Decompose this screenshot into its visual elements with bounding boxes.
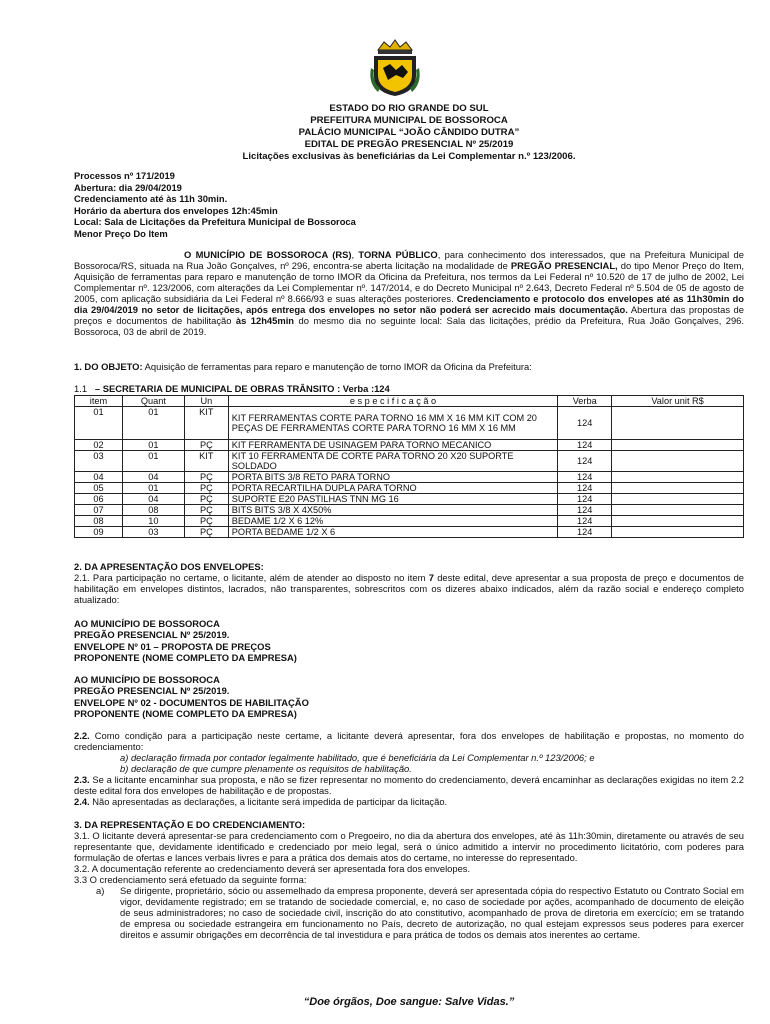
representacao-31: 3.1. O licitante deverá apresentar-se para credenciamento com o Pregoeiro, no dia da abertura dos envelopes, até às 11h:30min, diretamente ou através de seu representante que, devidamente identificado e credenciado por meio legal, será o único admitido a intervir no procedimento licitatório, com poderes para formulação de ofertas e lances verbais livres e para a prática dos demais atos do certame, no interesse do representado. [74,830,744,863]
items-table [74,395,744,538]
cell-item: 09 [75,527,123,538]
cell-quant: 10 [122,516,184,527]
cell-spec: KIT FERRAMENTAS CORTE PARA TORNO 16 MM X 16 MM KIT COM 20 PEÇAS DE FERRAMENTAS CORTE PARA TORNO 16 MM X 16 MM [228,407,557,440]
cell-valor [612,483,744,494]
header-verba: Verba [558,396,612,407]
location: Local: Sala de Licitações da Prefeitura Municipal de Bossoroca [74,216,356,227]
representacao-section [74,819,744,940]
env2-line-4: PROPONENTE (NOME COMPLETO DA EMPRESA) [74,707,297,719]
secretaria-number: 1.1 [74,383,88,394]
cell-un: PÇ [184,483,228,494]
apresentacao-text-2: deste edital, deve apresentar a sua proposta de preço e documentos de habilitação em envelopes distintos, lacrados, não transparentes, sobrescritos com os dizeres abaixo indicados, além da razão social e endereço completo atualizado: [74,572,744,605]
cell-item: 04 [75,472,123,483]
cond-24-number: 2.4. [74,796,90,807]
secretaria-line [74,383,744,394]
cell-quant: 01 [122,483,184,494]
cell-un: PÇ [184,527,228,538]
opening-date: Abertura: dia 29/04/2019 [74,181,182,193]
cell-un: PÇ [184,440,228,451]
edital-subtitle: Licitações exclusivas às beneficiárias da Lei Complementar n.º 123/2006. [242,151,576,162]
table-row [75,407,744,440]
env1-line-3: ENVELOPE Nº 01 – PROPOSTA DE PREÇOS [74,640,271,652]
cell-spec: PORTA BEDAME 1/2 X 6 [228,527,557,538]
intro-text-2: do tipo Menor Preço do Item, Aquisição de ferramentas para reparo e manutenção de torno IMOR da Oficina da Prefeitura, nos termos da Lei Federal nº 10.520 de 17 de julho de 2002, Lei Complementar nº. 123/2006, com alterações da Lei Complementar nº. 147/2014, e do Decreto Municipal nº 2.643, Decreto Federal nº 5.504 de 05 de agosto de 2005, com aplicação subsidiária da Lei Federal nº 8.666/93 e suas alterações posteriores. [74,260,745,304]
cell-verba: 124 [558,440,612,451]
intro-credenciamento: Credenciamento e protocolo dos envelopes até as 11h30min do dia 29/04/2019 no setor de licitações, após entrega dos envelopes no setor não poderá ser acrecido mais documentação. [74,293,744,315]
credential-deadline: Credenciamento até às 11h 30min. [74,193,228,204]
cell-valor [612,407,744,440]
cell-verba: 124 [558,472,612,483]
apresentacao-section [74,561,744,605]
intro-modalidade: PREGÃO PRESENCIAL, [510,260,618,271]
cell-un: PÇ [184,505,228,516]
intro-municipio: O MUNICÍPIO DE BOSSOROCA (RS) [184,249,352,260]
process-info [74,170,744,239]
prefecture-name: PREFEITURA MUNICIPAL DE BOSSOROCA [310,115,508,126]
cell-verba: 124 [558,494,612,505]
header-item: item [75,396,123,407]
cell-valor [612,527,744,538]
objeto-text: Aquisição de ferramentas para reparo e manutenção de torno IMOR da Oficina da Prefeitura: [142,361,532,372]
intro-hora: às 12h45min [235,315,295,326]
cell-spec: SUPORTE E20 PASTILHAS TNN MG 16 [228,494,557,505]
cond-22-number: 2.2. [74,730,90,741]
cond-item-b: b) declaração de que cumpre plenamente os requisitos de habilitação. [120,763,412,774]
table-row [75,451,744,472]
apresentacao-item: 7 [428,572,434,583]
criterion: Menor Preço Do Item [74,227,168,239]
document-header [74,103,744,163]
representacao-a-text: Se dirigente, proprietário, sócio ou assemelhado da empresa proponente, deverá ser apresentada cópia do respectivo Estatuto ou Contrato Social em vigor, devidamente registrado; em se tratando de sociedade comercial, e, no caso de sociedade por ações, acompanhado de documento de eleição de seus administradores; no caso de sociedade civil, inscrição do ato constitutivo, acompanhado de prova de diretoria em exercício; em se tratando de empresa ou sociedade estrangeira em funcionamento no País, decreto de autorização, no qual estejam expressos seus poderes para exercer direitos e assumir obrigações em decorrência de tal investidura e para prática de todos os demais atos inerentes ao certame. [120,885,744,940]
table-row [75,494,744,505]
cell-item: 03 [75,451,123,472]
header-quant: Quant [122,396,184,407]
cell-spec: PORTA RECARTILHA DUPLA PARA TORNO [228,483,557,494]
cell-quant: 01 [122,407,184,440]
cell-un: KIT [184,407,228,440]
intro-torna: TORNA PÚBLICO [358,249,438,260]
env2-line-1: AO MUNICÍPIO DE BOSSOROCA [74,674,220,685]
cell-valor [612,451,744,472]
intro-text-4: do mesmo dia no seguinte local: Sala das licitações, prédio da Prefeitura, Rua João Gonçalves, 296. Bossoroca, 03 de abril de 2019. [74,315,744,337]
apresentacao-text-1: 2.1. Para participação no certame, o licitante, além de atender ao disposto no item [74,572,429,583]
intro-text-3: Abertura das propostas de preços e documentos de habilitação [74,304,744,326]
cell-un: PÇ [184,472,228,483]
table-row [75,472,744,483]
objeto-label: 1. DO OBJETO: [74,361,143,372]
cell-valor [612,516,744,527]
cell-spec: KIT 10 FERRAMENTA DE CORTE PARA TORNO 20 X20 SUPORTE SOLDADO [228,451,557,472]
cell-spec: KIT FERRAMENTA DE USINAGEM PARA TORNO MECANICO [228,440,557,451]
cell-quant: 08 [122,505,184,516]
cell-quant: 01 [122,451,184,472]
opening-time: Horário da abertura dos envelopes 12h:45min [74,204,278,216]
cell-verba: 124 [558,505,612,516]
cond-23-number: 2.3. [74,774,90,785]
secretaria-text: – SECRETARIA DE MUNICIPAL DE OBRAS TRÂNSITO : Verba :124 [94,383,390,394]
process-number: Processos nº 171/2019 [74,170,175,181]
edital-title: EDITAL DE PREGÃO PRESENCIAL Nº 25/2019 [304,139,514,150]
apresentacao-title: 2. DA APRESENTAÇÃO DOS ENVELOPES: [74,561,264,572]
representacao-item-a [74,885,744,940]
cell-verba: 124 [558,407,612,440]
cell-valor [612,440,744,451]
cell-spec: BEDAME 1/2 X 6 12% [228,516,557,527]
envelope-2-block [74,674,744,719]
env2-line-2: PREGÃO PRESENCIAL Nº 25/2019. [74,685,230,697]
representacao-a-label: a) [96,885,105,896]
table-row [75,440,744,451]
cond-24-text: Não apresentadas as declarações, a licitante será impedida de participar da licitação. [89,796,448,807]
cell-item: 02 [75,440,123,451]
env1-line-1: AO MUNICÍPIO DE BOSSOROCA [74,618,220,629]
cell-spec: PORTA BITS 3/8 RETO PARA TORNO [228,472,557,483]
cell-item: 06 [75,494,123,505]
cell-un: PÇ [184,516,228,527]
table-row [75,505,744,516]
header-un: Un [184,396,228,407]
table-row [75,527,744,538]
env1-line-2: PREGÃO PRESENCIAL Nº 25/2019. [74,629,230,641]
cell-valor [612,505,744,516]
cond-23-text: Se a licitante encaminhar sua proposta, e não se fizer representar no momento do credenciamento, deverá encaminhar as declarações exigidas no item 2.2 deste edital fora dos envelopes de habilitação e de propostas. [74,774,744,796]
env1-line-4: PROPONENTE (NOME COMPLETO DA EMPRESA) [74,651,297,663]
cell-valor [612,494,744,505]
cell-verba: 124 [558,483,612,494]
objeto-section [74,361,744,372]
cell-quant: 03 [122,527,184,538]
cell-quant: 04 [122,494,184,505]
state-name: ESTADO DO RIO GRANDE DO SUL [329,103,489,114]
cell-item: 05 [75,483,123,494]
table-row [75,483,744,494]
representacao-33: 3.3 O credenciamento será efetuado da seguinte forma: [74,874,307,885]
cell-quant: 01 [122,440,184,451]
cell-un: PÇ [184,494,228,505]
intro-paragraph: O MUNICÍPIO DE BOSSOROCA (RS), TORNA PÚBLICO, para conhecimento dos interessados, que na Prefeitura Municipal de Bossoroca/RS, situada na Rua João Gonçalves, nº 296, encontra-se aberta licitação na modalidade de PREGÃO PRESENCIAL, do tipo Menor Preço do Item, Aquisição de ferramentas para reparo e manutenção de torno IMOR da Oficina da Prefeitura, nos termos da Lei Federal nº 10.520 de 17 de julho de 2002, Lei Complementar nº. 123/2006, com alterações da Lei Complementar nº. 147/2014, e do Decreto Municipal nº 2.643, Decreto Federal nº 5.504 de 05 de agosto de 2005, com aplicação subsidiária da Lei Federal nº 8.666/93 e suas alterações posteriores. Credenciamento e protocolo dos envelopes até as 11h30min do dia 29/04/2019 no setor de licitações, após entrega dos envelopes no setor não poderá ser acrecido mais documentação. Abertura das propostas de preços e documentos de habilitação às 12h45min do mesmo dia no seguinte local: Sala das licitações, prédio da Prefeitura, Rua João Gonçalves, 296. Bossoroca, 03 de abril de 2019. [74,249,745,337]
cell-verba: 124 [558,516,612,527]
table-header-row [75,396,744,407]
municipal-coat-of-arms [370,38,420,98]
palace-name: PALÁCIO MUNICIPAL “JOÃO CÂNDIDO DUTRA” [298,127,520,138]
cond-22-text: Como condição para a participação neste certame, a licitante deverá apresentar, fora dos envelopes de habilitação e propostas, no momento do credenciamento: [74,730,744,752]
slogan: “Doe órgãos, Doe sangue: Salve Vidas.” [303,996,515,1008]
cell-valor [612,472,744,483]
cell-quant: 04 [122,472,184,483]
intro-text-1: , para conhecimento dos interessados, que na Prefeitura Municipal de Bossoroca/RS, situada na Rua João Gonçalves, nº 296, encontra-se aberta licitação na modalidade de [74,249,744,271]
cond-item-a: a) declaração firmada por contador legalmente habilitado, que é beneficiária da Lei Complementar n.º 123/2006; e [120,752,595,763]
cell-item: 01 [75,407,123,440]
cell-item: 08 [75,516,123,527]
cell-spec: BITS BITS 3/8 X 4X50% [228,505,557,516]
table-row [75,516,744,527]
condicoes-section [74,730,744,807]
envelope-1-block [74,618,744,663]
cell-un: KIT [184,451,228,472]
cell-verba: 124 [558,451,612,472]
header-spec: e s p e c i f i c a ç ã o [228,396,557,407]
cell-verba: 124 [558,527,612,538]
representacao-title: 3. DA REPRESENTAÇÃO E DO CREDENCIAMENTO: [74,819,306,830]
env2-line-3: ENVELOPE Nº 02 - DOCUMENTOS DE HABILITAÇÃO [74,696,309,708]
header-valor: Valor unit R$ [612,396,744,407]
representacao-32: 3.2. A documentação referente ao credenciamento deverá ser apresentada fora dos envelopes. [74,863,471,874]
cell-item: 07 [75,505,123,516]
